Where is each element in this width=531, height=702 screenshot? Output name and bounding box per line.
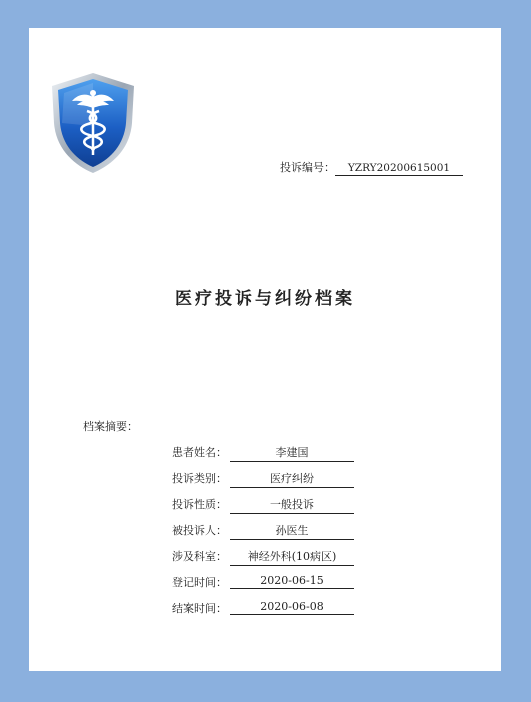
field-value: 李建国 bbox=[230, 444, 354, 462]
complaint-number bbox=[280, 159, 463, 176]
field-value: 2020-06-15 bbox=[230, 574, 354, 589]
field-value: 神经外科(10病区) bbox=[230, 548, 354, 566]
field-complaint-nature bbox=[172, 496, 354, 522]
caduceus-shield-icon bbox=[50, 71, 136, 175]
field-label: 登记时间： bbox=[172, 576, 227, 589]
field-value: 一般投诉 bbox=[230, 496, 354, 514]
field-label: 投诉性质： bbox=[172, 498, 227, 511]
field-value: 孙医生 bbox=[230, 522, 354, 540]
field-label: 患者姓名： bbox=[172, 446, 227, 459]
document-page bbox=[29, 28, 501, 671]
field-department bbox=[172, 548, 354, 574]
complaint-number-value: YZRY20200615001 bbox=[335, 162, 463, 176]
summary-fields bbox=[172, 444, 354, 626]
field-respondent bbox=[172, 522, 354, 548]
field-complaint-category bbox=[172, 470, 354, 496]
document-title: 医疗投诉与纠纷档案 bbox=[175, 289, 355, 309]
field-closing-time bbox=[172, 600, 354, 626]
complaint-number-label: 投诉编号： bbox=[280, 161, 335, 174]
field-value: 医疗纠纷 bbox=[230, 470, 354, 488]
field-label: 投诉类别： bbox=[172, 472, 227, 485]
field-label: 涉及科室： bbox=[172, 550, 227, 563]
summary-label: 档案摘要： bbox=[83, 420, 138, 433]
field-label: 结案时间： bbox=[172, 602, 227, 615]
field-value: 2020-06-08 bbox=[230, 600, 354, 615]
field-patient-name bbox=[172, 444, 354, 470]
field-registration-time bbox=[172, 574, 354, 600]
field-label: 被投诉人： bbox=[172, 524, 227, 537]
